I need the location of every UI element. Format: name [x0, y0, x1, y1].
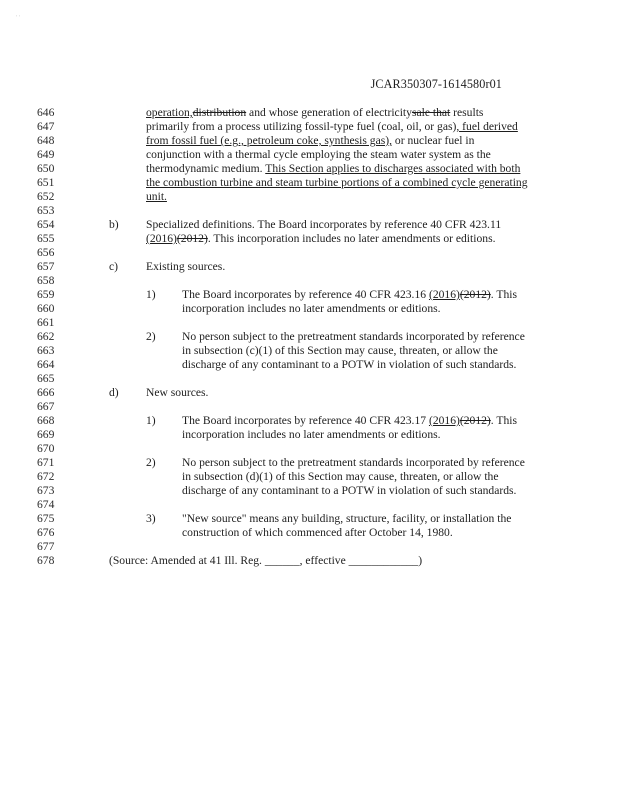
line-number: 652	[37, 190, 55, 203]
text-line: discharge of any contaminant to a POTW in violation of such standards.	[182, 358, 517, 371]
line-number: 662	[37, 330, 55, 343]
item-marker: 2)	[146, 330, 156, 343]
corner-mark: ' '	[16, 14, 21, 22]
paragraph-marker: d)	[109, 386, 119, 399]
line-number: 676	[37, 526, 55, 539]
line-number: 665	[37, 372, 55, 385]
line-number: 649	[37, 148, 55, 161]
inserted-text: (2016)	[428, 288, 460, 301]
line-number: 677	[37, 540, 55, 553]
deleted-text: (2012)	[459, 288, 491, 301]
line-number: 671	[37, 456, 55, 469]
text-line	[146, 176, 528, 190]
line-number: 666	[37, 386, 55, 399]
text-run: primarily from a process utilizing fossil-type fuel (coal, oil, or gas)	[146, 120, 457, 133]
line-number: 670	[37, 442, 55, 455]
text-line	[182, 414, 517, 428]
inserted-text: from fossil fuel (e.g., petroleum coke, synthesis gas),	[146, 134, 392, 147]
paragraph-marker: c)	[109, 260, 119, 273]
line-number: 659	[37, 288, 55, 301]
text-run: . This	[490, 414, 517, 427]
item-marker: 1)	[146, 288, 156, 301]
text-line: Specialized definitions. The Board incorporates by reference 40 CFR 423.11	[146, 218, 502, 231]
line-number: 655	[37, 232, 55, 245]
text-run: results	[450, 106, 484, 119]
inserted-text: unit.	[146, 190, 167, 203]
document-id: JCAR350307-1614580r01	[370, 77, 502, 91]
text-line: in subsection (d)(1) of this Section may cause, threaten, or allow the	[182, 470, 499, 483]
line-number: 650	[37, 162, 55, 175]
line-number: 663	[37, 344, 55, 357]
paragraph-marker: b)	[109, 218, 119, 231]
inserted-text: the combustion turbine and steam turbine portions of a combined cycle generating	[146, 176, 528, 189]
line-number: 654	[37, 218, 55, 231]
text-line	[146, 134, 474, 148]
text-run: and whose generation of electricity	[246, 106, 412, 119]
source-note: (Source: Amended at 41 Ill. Reg. ______, effective ____________)	[109, 554, 423, 567]
line-number: 661	[37, 316, 55, 329]
text-run: thermodynamic medium.	[146, 162, 266, 175]
item-marker: 1)	[146, 414, 156, 427]
line-number: 667	[37, 400, 55, 413]
line-number: 647	[37, 120, 55, 133]
line-number: 673	[37, 484, 55, 497]
line-number: 664	[37, 358, 55, 371]
text-line	[182, 288, 517, 302]
deleted-text: (2012)	[459, 414, 491, 427]
line-number: 660	[37, 302, 55, 315]
line-number: 653	[37, 204, 55, 217]
line-number: 668	[37, 414, 55, 427]
line-number: 651	[37, 176, 55, 189]
text-run: or nuclear fuel in	[392, 134, 475, 147]
inserted-text: (2016)	[428, 414, 460, 427]
text-line: incorporation includes no later amendments or editions.	[182, 302, 441, 315]
deleted-text: (2012)	[176, 232, 208, 245]
paragraph-heading: Existing sources.	[146, 260, 226, 273]
line-number: 657	[37, 260, 55, 273]
line-number: 648	[37, 134, 55, 147]
inserted-text: (2016)	[146, 232, 177, 245]
line-number: 675	[37, 512, 55, 525]
text-run: . This	[490, 288, 517, 301]
deleted-text: distribution	[192, 106, 247, 119]
text-line	[146, 162, 520, 176]
inserted-text: This Section applies to discharges associated with both	[265, 162, 521, 175]
line-number: 669	[37, 428, 55, 441]
text-line: conjunction with a thermal cycle employing the steam water system as the	[146, 148, 491, 161]
text-line: No person subject to the pretreatment standards incorporated by reference	[182, 456, 525, 469]
text-line	[146, 106, 483, 120]
paragraph-heading: New sources.	[146, 386, 209, 399]
text-run: . This incorporation includes no later amendments or editions.	[207, 232, 496, 245]
inserted-text: operation,	[146, 106, 193, 119]
text-run: The Board incorporates by reference 40 CFR 423.16	[182, 288, 429, 301]
text-line: in subsection (c)(1) of this Section may cause, threaten, or allow the	[182, 344, 498, 357]
item-marker: 3)	[146, 512, 156, 525]
line-number: 674	[37, 498, 55, 511]
text-line: construction of which commenced after October 14, 1980.	[182, 526, 453, 539]
text-line: discharge of any contaminant to a POTW in violation of such standards.	[182, 484, 517, 497]
inserted-text: , fuel derived	[456, 120, 518, 133]
text-line: "New source" means any building, structure, facility, or installation the	[182, 512, 512, 525]
line-number: 678	[37, 554, 55, 567]
text-line	[146, 120, 518, 134]
line-number: 672	[37, 470, 55, 483]
line-number: 646	[37, 106, 55, 119]
item-marker: 2)	[146, 456, 156, 469]
text-line	[146, 190, 167, 204]
line-number: 656	[37, 246, 55, 259]
line-number: 658	[37, 274, 55, 287]
text-run: The Board incorporates by reference 40 CFR 423.17	[182, 414, 429, 427]
deleted-text: sale that	[411, 106, 451, 119]
text-line: No person subject to the pretreatment standards incorporated by reference	[182, 330, 525, 343]
text-line: incorporation includes no later amendments or editions.	[182, 428, 441, 441]
text-line	[146, 232, 495, 246]
